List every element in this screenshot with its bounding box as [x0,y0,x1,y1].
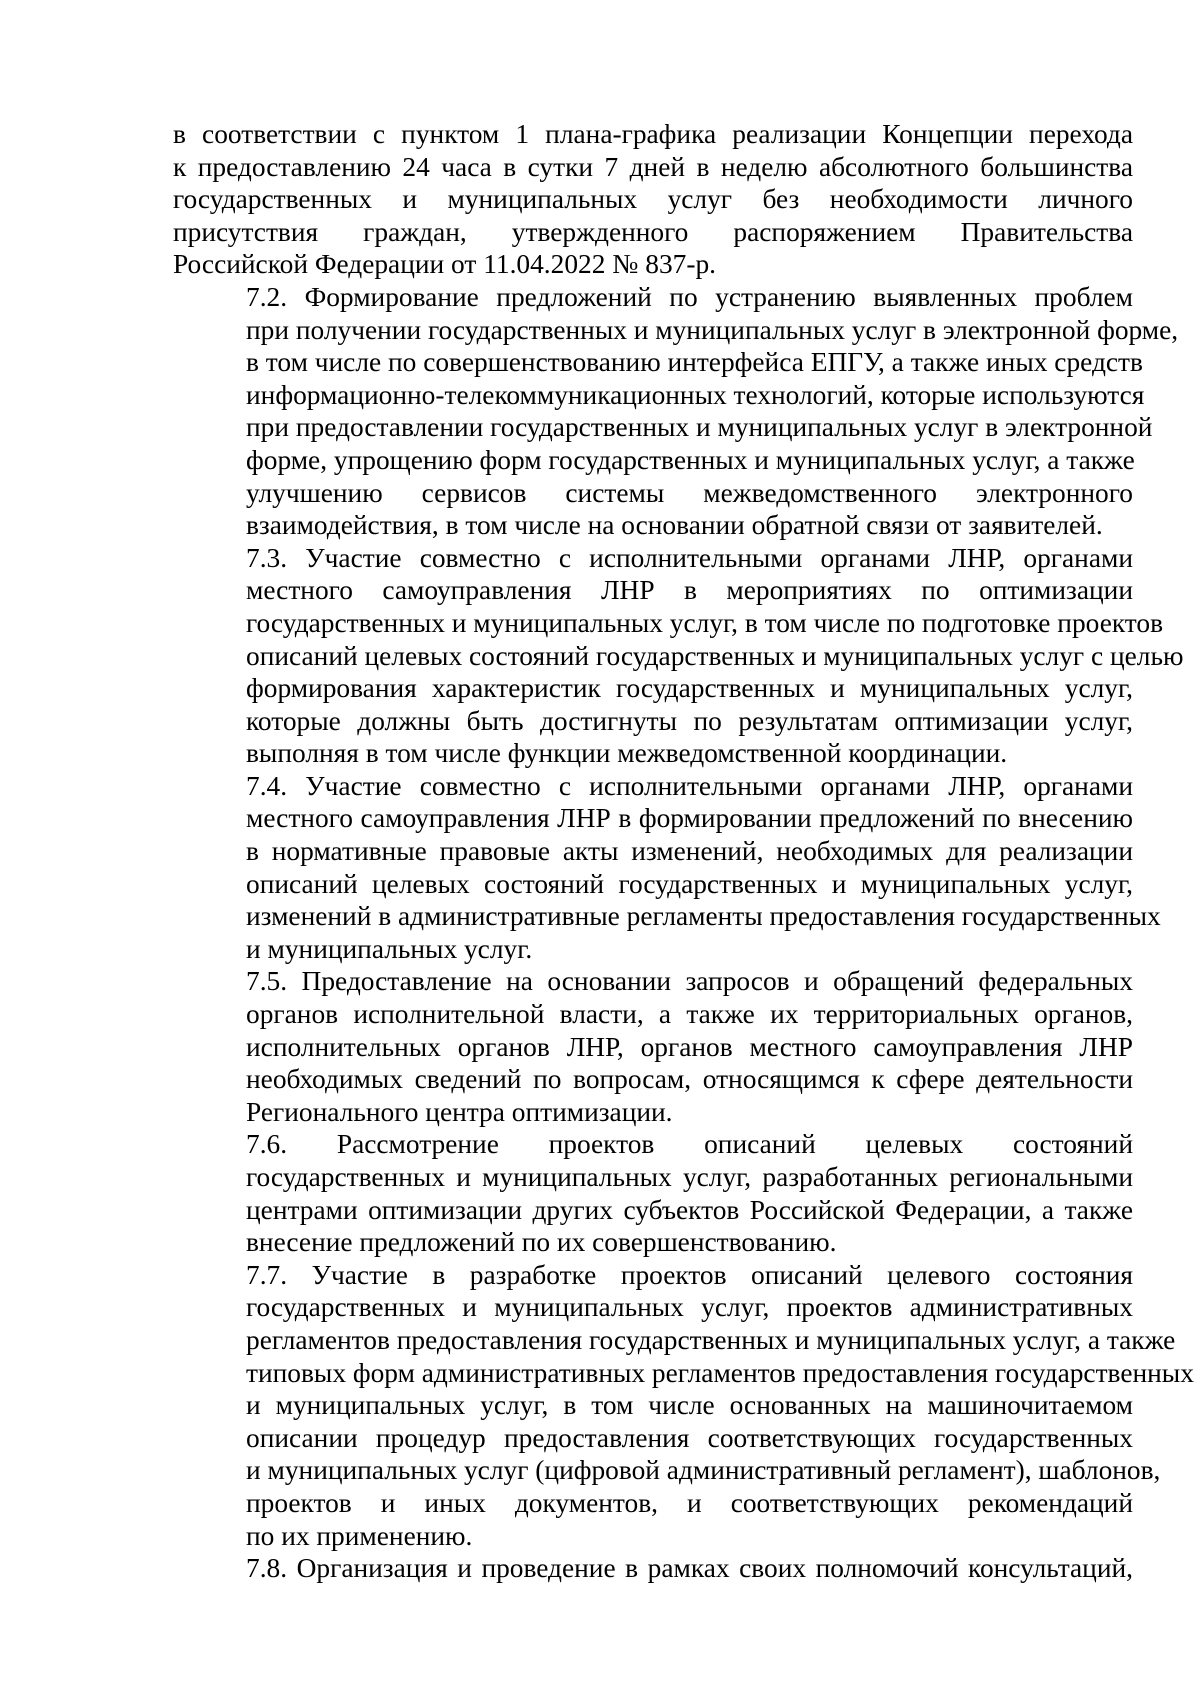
text-line: 7.8. Организация и проведение в рамках своих полномочий консультаций, [246,1553,1133,1584]
document-page [173,118,1194,1585]
text-line: государственных и муниципальных услуг, разработанных региональными [246,1162,1133,1192]
text-line: в нормативные правовые акты изменений, необходимых для реализации [246,836,1133,867]
text-line: государственных и муниципальных услуг, в том числе по подготовке проектов [246,607,1164,638]
paragraph-p7-7 [173,1259,1194,1552]
text-line: в том числе по совершенствованию интерфейса ЕПГУ, а также иных средств [246,347,1143,378]
text-line: Регионального центра оптимизации. [246,1096,673,1127]
text-line: присутствия граждан, утвержденного распоряжением Правительства [173,216,1133,247]
text-line: органов исполнительной власти, а также их территориальных органов, [246,999,1133,1030]
paragraph-p0 [173,118,1133,281]
text-line: исполнительных органов ЛНР, органов местного самоуправления ЛНР [246,1031,1133,1062]
text-line: к предоставлению 24 часа в сутки 7 дней в неделю абсолютного большинства [173,151,1133,182]
text-line: местного самоуправления ЛНР в мероприятиях по оптимизации [246,575,1133,606]
text-line: регламентов предоставления государственных и муниципальных услуг, а также [246,1324,1176,1355]
paragraph-p7-2 [173,281,1179,542]
text-line: 7.2. Формирование предложений по устранению выявленных проблем [246,281,1133,312]
text-line: центрами оптимизации других субъектов Российской Федерации, а также [246,1194,1133,1225]
text-line: взаимодействия, в том числе на основании обратной связи от заявителей. [246,510,1103,541]
text-line: Российской Федерации от 11.04.2022 № 837-р. [173,249,717,280]
text-line: выполняя в том числе функции межведомственной координации. [246,738,1008,769]
text-line: описаний целевых состояний государственных и муниципальных услуг, [246,868,1133,899]
text-line: при получении государственных и муниципальных услуг в электронной форме, [246,314,1179,345]
text-line: описании процедур предоставления соответствующих государственных [246,1422,1133,1453]
paragraph-p7-8 [173,1552,1133,1585]
text-line: необходимых сведений по вопросам, относящимся к сфере деятельности [246,1064,1133,1095]
text-line: 7.5. Предоставление на основании запросов и обращений федеральных [246,966,1133,997]
text-line: государственных и муниципальных услуг без необходимости личного [173,184,1133,215]
text-line: государственных и муниципальных услуг, проектов административных [246,1292,1133,1323]
text-line: 7.3. Участие совместно с исполнительными органами ЛНР, органами [246,542,1133,573]
paragraph-p7-6 [173,1128,1133,1258]
text-line: которые должны быть достигнуты по результатам оптимизации услуг, [246,705,1133,736]
text-line: изменений в административные регламенты предоставления государственных [246,901,1161,932]
paragraph-p7-4 [173,770,1161,966]
text-line: типовых форм административных регламентов предоставления государственных [246,1357,1194,1388]
text-line: информационно-телекоммуникационных технологий, которые используются [246,379,1145,410]
text-line: 7.4. Участие совместно с исполнительными органами ЛНР, органами [246,770,1133,801]
text-line: 7.6. Рассмотрение проектов описаний целевых состояний [246,1129,1133,1160]
text-line: описаний целевых состояний государственных и муниципальных услуг с целью [246,640,1184,671]
text-line: и муниципальных услуг. [246,933,533,964]
text-line: формирования характеристик государственных и муниципальных услуг, [246,673,1133,704]
paragraph-p7-5 [173,965,1133,1128]
text-line: проектов и иных документов, и соответствующих рекомендаций [246,1487,1133,1518]
text-line: и муниципальных услуг, в том числе основанных на машиночитаемом [246,1390,1133,1421]
text-line: и муниципальных услуг (цифровой административный регламент), шаблонов, [246,1455,1161,1486]
text-line: при предоставлении государственных и муниципальных услуг в электронной [246,412,1153,443]
text-line: 7.7. Участие в разработке проектов описаний целевого состояния [246,1259,1133,1290]
text-line: в соответствии с пунктом 1 плана-графика реализации Концепции перехода [173,119,1133,149]
text-line: внесение предложений по их совершенствованию. [246,1227,837,1258]
text-line: форме, упрощению форм государственных и муниципальных услуг, а также [246,444,1135,475]
paragraph-p7-3 [173,542,1184,770]
text-line: по их применению. [246,1520,473,1551]
text-line: улучшению сервисов системы межведомственного электронного [246,477,1133,508]
text-line: местного самоуправления ЛНР в формировании предложений по внесению [246,803,1133,834]
